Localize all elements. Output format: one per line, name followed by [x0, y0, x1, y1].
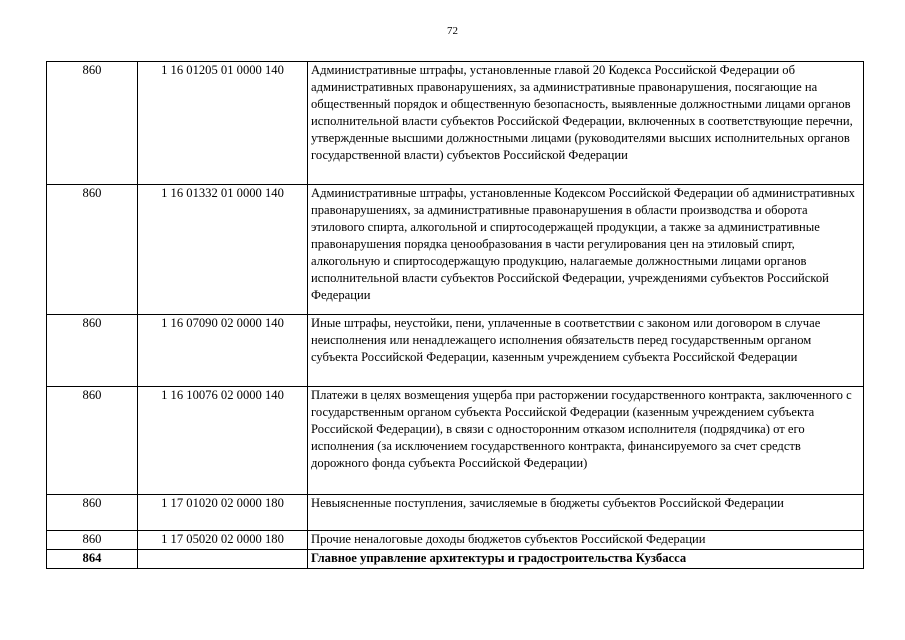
admin-code-cell: 860 [47, 315, 138, 387]
revenue-name-cell: Прочие неналоговые доходы бюджетов субъектов Российской Федерации [308, 531, 864, 550]
revenue-name-cell: Административные штрафы, установленные Кодексом Российской Федерации об административных правонарушениях, за административные правонарушения в области производства и оборота этилового спирта, алкогольной и спиртосодержащей продукции, а также за административные правонарушения порядка ценообразования в части регулирования цен на этиловый спирт, алкогольную и спиртосодержащую продукцию, налагаемые должностными лицами органов исполнительной власти субъектов Российской Федерации, учреждениями субъектов Российской Федерации [308, 185, 864, 315]
budget-code-cell: 1 16 07090 02 0000 140 [138, 315, 308, 387]
revenue-name-cell: Административные штрафы, установленные главой 20 Кодекса Российской Федерации об административных правонарушениях, за административные правонарушения, посягающие на общественный порядок и общественную безопасность, выявленные должностными лицами органов исполнительной власти субъектов Российской Федерации, включенных в соответствующие перечни, утвержденные высшими должностными лицами (руководителями высших исполнительных органов государственной власти) субъектов Российской Федерации [308, 62, 864, 185]
table-row [47, 531, 864, 550]
revenue-name-cell: Иные штрафы, неустойки, пени, уплаченные в соответствии с законом или договором в случае неисполнения или ненадлежащего исполнения обязательств перед государственным органом субъекта Российской Федерации, казенным учреждением субъекта Российской Федерации [308, 315, 864, 387]
admin-code-cell: 860 [47, 531, 138, 550]
revenue-name-cell: Главное управление архитектуры и градостроительства Кузбасса [308, 550, 864, 569]
revenue-name-cell: Платежи в целях возмещения ущерба при расторжении государственного контракта, заключенного с государственным органом субъекта Российской Федерации (казенным учреждением субъекта Российской Федерации), в связи с односторонним отказом исполнителя (подрядчика) от его исполнения (за исключением государственного контракта, финансируемого за счет средств дорожного фонда субъекта Российской Федерации) [308, 387, 864, 495]
table-row [47, 550, 864, 569]
admin-code-cell: 864 [47, 550, 138, 569]
budget-code-cell: 1 16 10076 02 0000 140 [138, 387, 308, 495]
budget-classification-table [46, 61, 864, 569]
admin-code-cell: 860 [47, 387, 138, 495]
budget-code-cell: 1 16 01332 01 0000 140 [138, 185, 308, 315]
table-row [47, 315, 864, 387]
table-row [47, 62, 864, 185]
admin-code-cell: 860 [47, 62, 138, 185]
admin-code-cell: 860 [47, 185, 138, 315]
table-row [47, 495, 864, 531]
revenue-name-cell: Невыясненные поступления, зачисляемые в бюджеты субъектов Российской Федерации [308, 495, 864, 531]
budget-code-cell [138, 550, 308, 569]
budget-code-cell: 1 17 05020 02 0000 180 [138, 531, 308, 550]
table-row [47, 387, 864, 495]
budget-code-cell: 1 17 01020 02 0000 180 [138, 495, 308, 531]
admin-code-cell: 860 [47, 495, 138, 531]
table-row [47, 185, 864, 315]
budget-code-cell: 1 16 01205 01 0000 140 [138, 62, 308, 185]
page-number: 72 [447, 25, 458, 37]
